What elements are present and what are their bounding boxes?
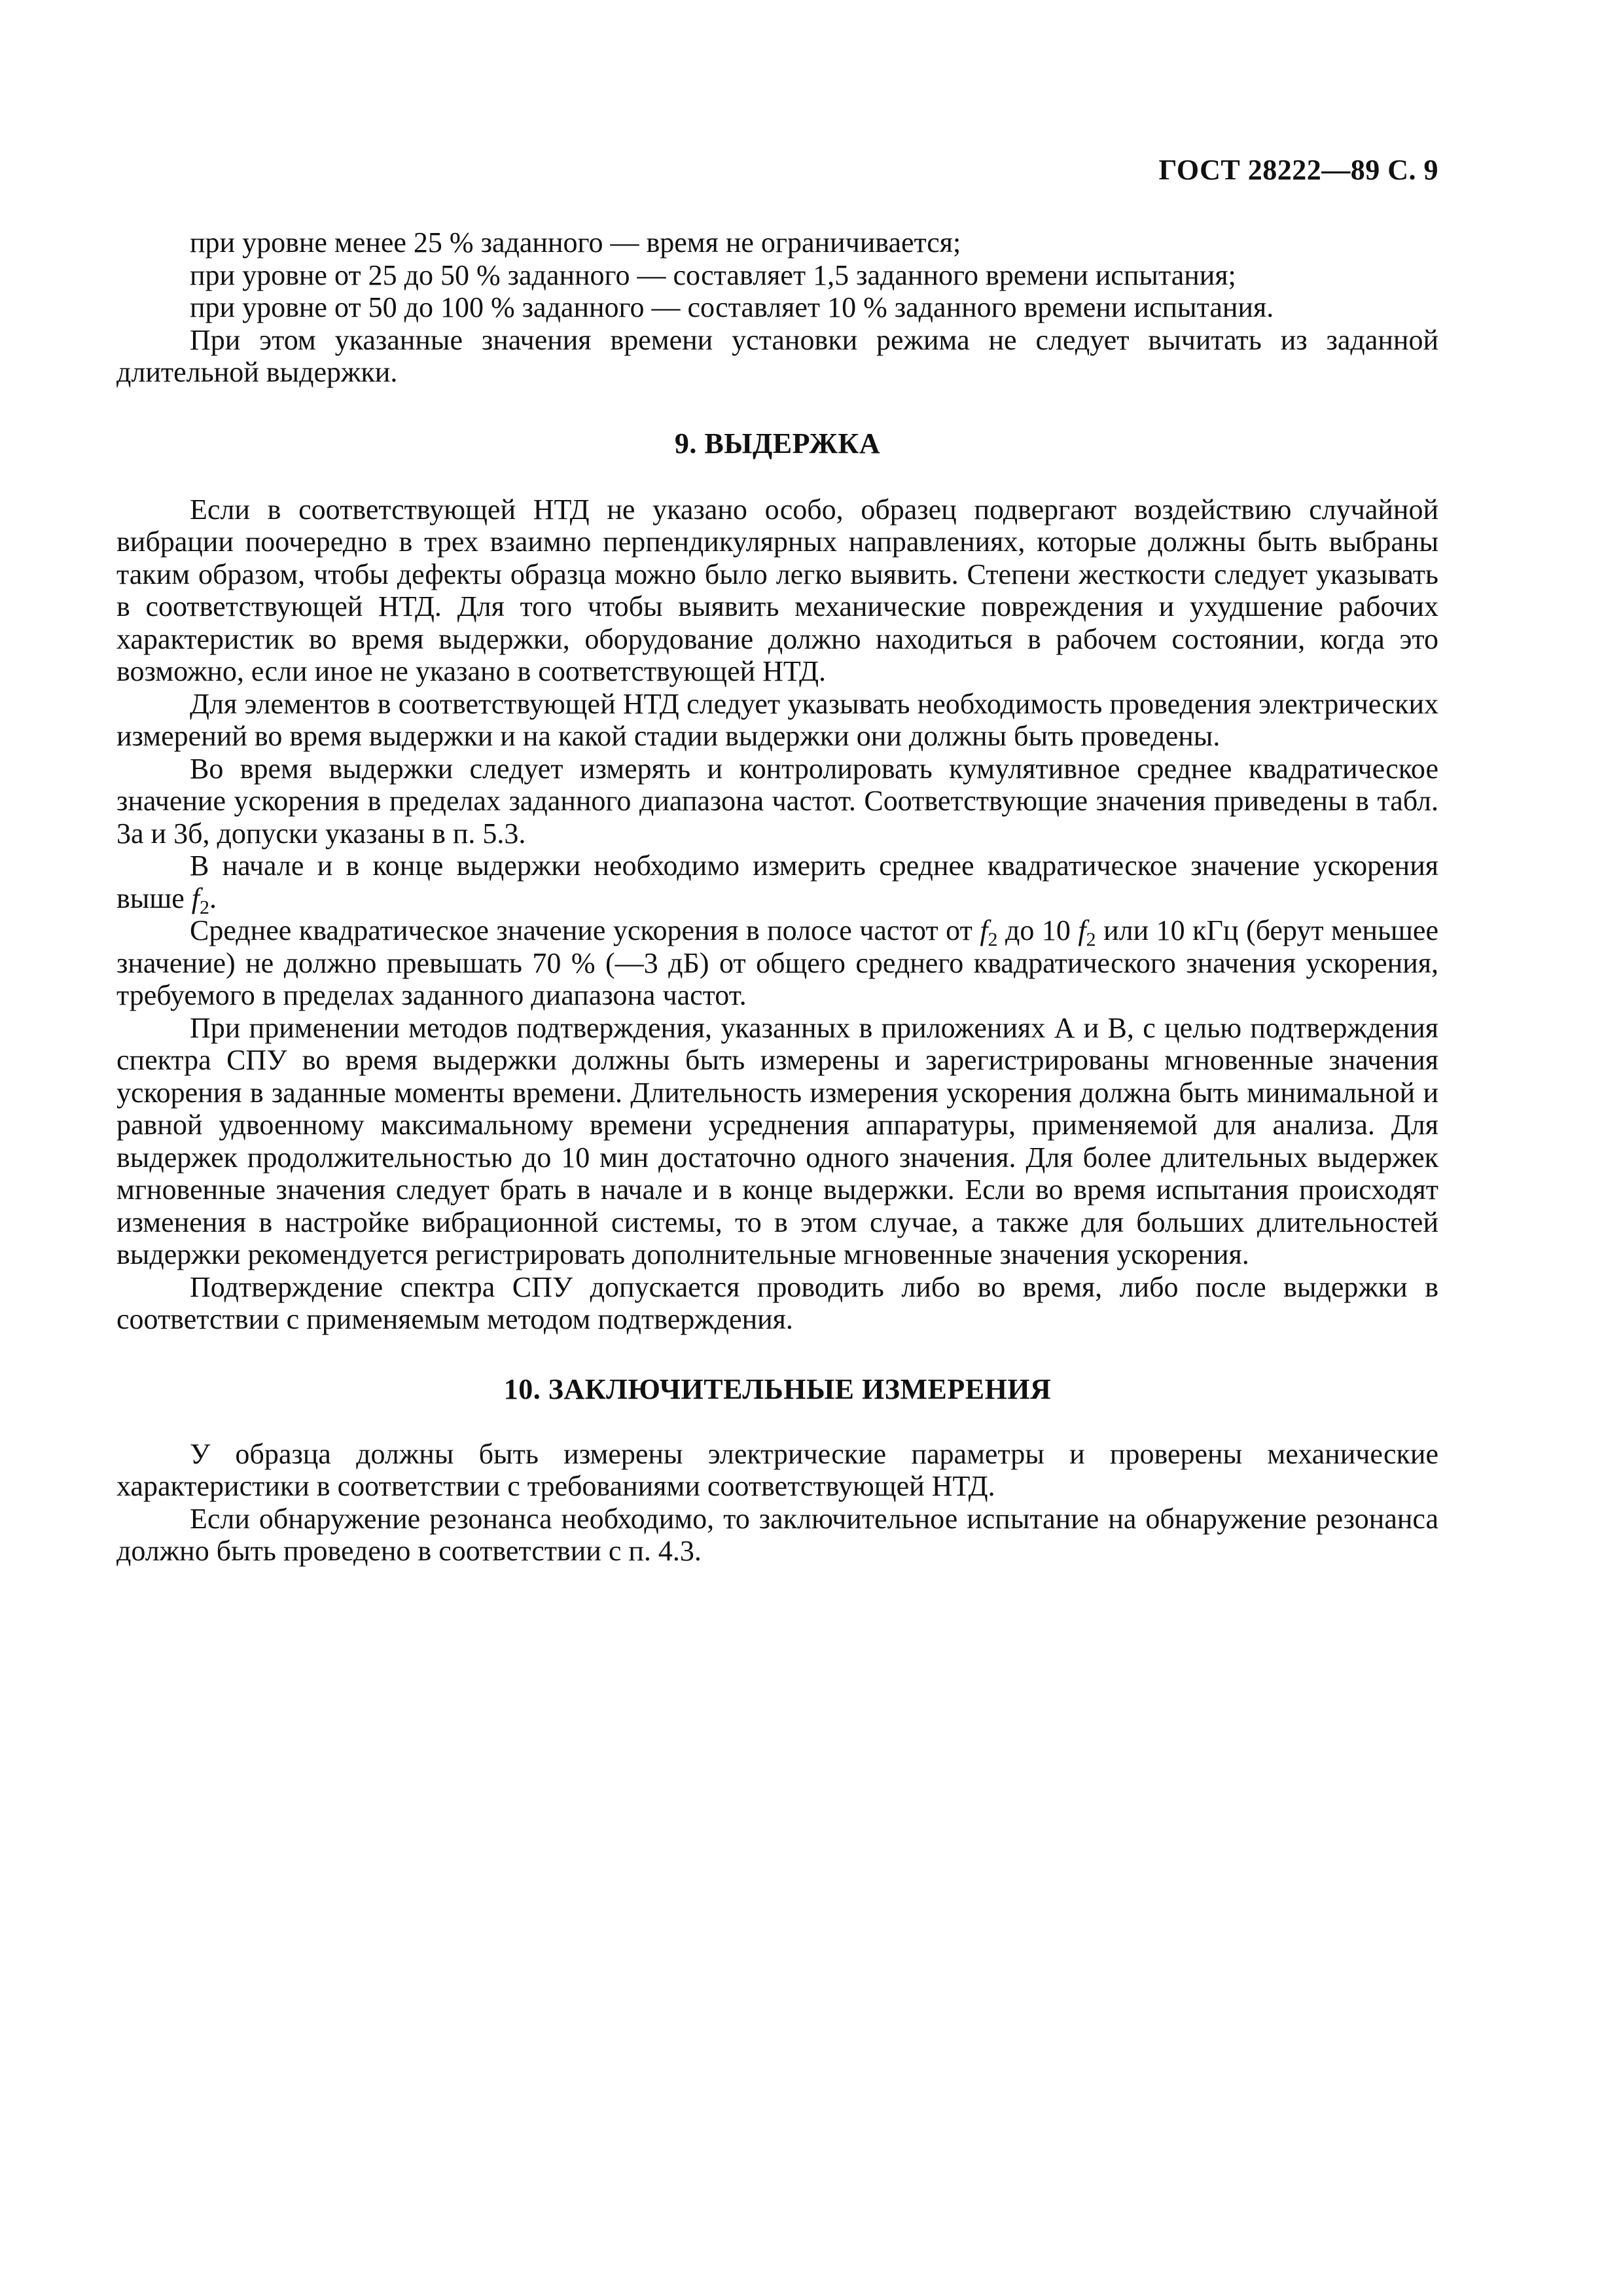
section-9-heading: 9. ВЫДЕРЖКА xyxy=(674,427,881,459)
document-body xyxy=(116,226,1438,1568)
f2-symbol: $f_2$ xyxy=(1078,914,1096,950)
section-9-paragraph-6: При применении методов подтверждения, указанных в приложениях А и В, с целью подтверждения спектра СПУ во время выдержки должны быть измерены и зарегистрированы мгновенные значения ускорения в заданные моменты времени. Длительность измерения ускорения должна быть минимальной и равной удвоенному максимальному времени усреднения аппаратуры, применяемой для анализа. Для выдержек продолжительностью до 10 мин достаточно одного значения. Для более длительных выдержек мгновенные значения следует брать в начале и в конце выдержки. Если во время испытания происходят изменения в настройке вибрационной системы, то в этом случае, а также для больших длительностей выдержки рекомендуется регистрировать дополнительные мгновенные значения ускорения. xyxy=(116,1011,1438,1270)
intro-line-1: при уровне менее 25 % заданного — время не ограничивается; xyxy=(190,226,961,259)
section-9-paragraph-3: Во время выдержки следует измерять и контролировать кумулятивное среднее квадратическое значение ускорения в пределах заданного диапазона частот. Соответствующие значения приведены в табл. 3а и 3б, допуски указаны в п. 5.3. xyxy=(116,752,1438,850)
intro-line-2: при уровне от 25 до 50 % заданного — составляет 1,5 заданного времени испытания; xyxy=(190,259,1236,291)
document-page xyxy=(116,0,1438,2296)
section-10-paragraph-2: Если обнаружение резонанса необходимо, то заключительное испытание на обнаружение резонанса должно быть проведено в соответствии с п. 4.3. xyxy=(116,1502,1438,1567)
section-9-paragraph-4 xyxy=(116,850,1438,918)
paragraph-5-text-c: или 10 кГц (берут меньшее значение) не должно превышать 70 % (—3 дБ) от общего среднего квадратического значения ускорения, требуемого в пределах заданного диапазона частот. xyxy=(116,914,1438,1011)
section-9-paragraph-2: Для элементов в соответствующей НТД следует указывать необходимость проведения электрических измерений во время выдержки и на какой стадии выдержки они должны быть проведены. xyxy=(116,687,1438,752)
paragraph-5-text-b: до 10 xyxy=(997,914,1079,946)
intro-paragraph: При этом указанные значения времени установки режима не следует вычитать из заданной длительной выдержки. xyxy=(116,323,1438,388)
section-10-heading: 10. ЗАКЛЮЧИТЕЛЬНЫЕ ИЗМЕРЕНИЯ xyxy=(503,1372,1052,1405)
paragraph-5-text-a: Среднее квадратическое значение ускорения в полосе частот от xyxy=(190,914,980,946)
paragraph-4-text: В начале и в конце выдержки необходимо измерить среднее квадратическое значение ускорения выше xyxy=(116,850,1438,914)
section-9-paragraph-5 xyxy=(116,914,1438,1012)
f2-symbol: $f_2$ xyxy=(980,914,998,950)
f2-symbol: $f_2$ xyxy=(191,882,209,918)
running-head: ГОСТ 28222—89 С. 9 xyxy=(1158,154,1438,186)
section-10-paragraph-1: У образца должны быть измерены электрические параметры и проверены механические характеристики в соответствии с требованиями соответствующей НТД. xyxy=(116,1437,1438,1502)
section-9-paragraph-7: Подтверждение спектра СПУ допускается проводить либо во время, либо после выдержки в соответствии с применяемым методом подтверждения. xyxy=(116,1270,1438,1335)
section-9-paragraph-1: Если в соответствующей НТД не указано особо, образец подвергают воздействию случайной вибрации поочередно в трех взаимно перпендикулярных направлениях, которые должны быть выбраны таким образом, чтобы дефекты образца можно было легко выявить. Степени жесткости следует указывать в соответствующей НТД. Для того чтобы выявить механические повреждения и ухудшение рабочих характеристик во время выдержки, оборудование должно находиться в рабочем состоянии, когда это возможно, если иное не указано в соответствующей НТД. xyxy=(116,493,1438,687)
paragraph-4-end: . xyxy=(209,882,217,914)
intro-line-3: при уровне от 50 до 100 % заданного — составляет 10 % заданного времени испытания. xyxy=(190,291,1274,323)
